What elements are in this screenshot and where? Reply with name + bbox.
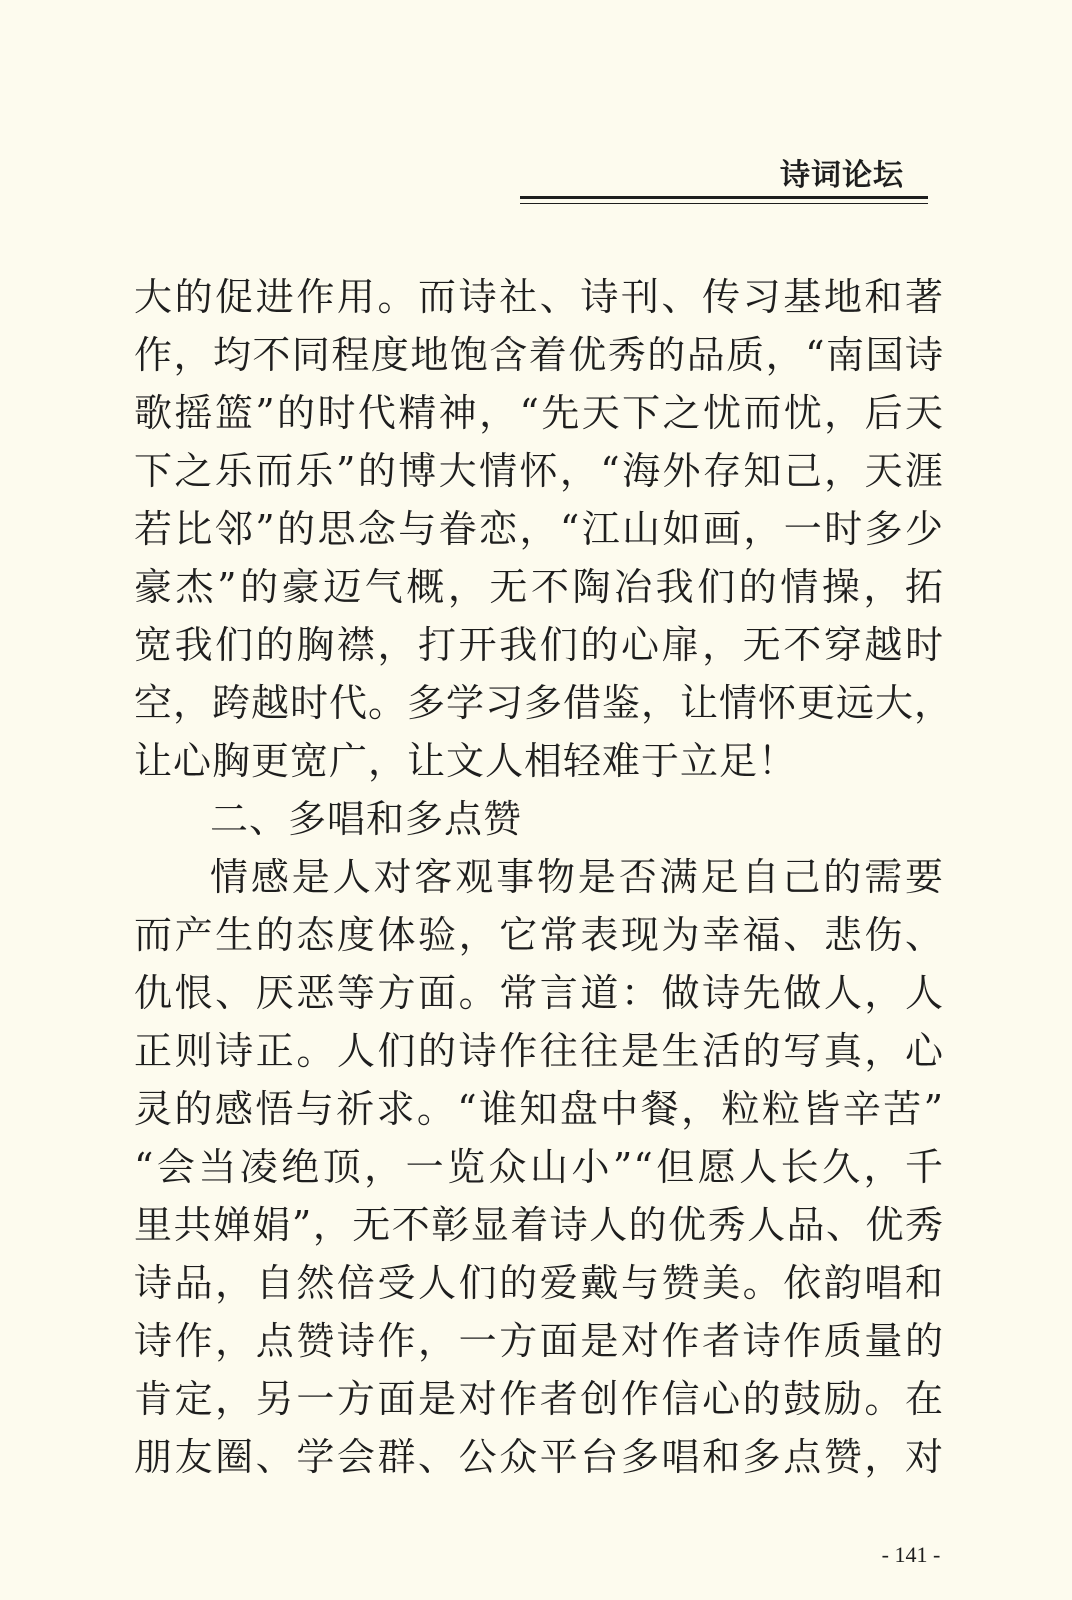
text-line: 歌摇篮”的时代精神，“先天下之忧而忧，后天 bbox=[134, 391, 944, 435]
text-line: 空，跨越时代。多学习多借鉴，让情怀更远大， bbox=[134, 681, 954, 725]
page-number: - 141 - bbox=[881, 1542, 941, 1567]
text-line: 仇恨、厌恶等方面。常言道：做诗先做人，人 bbox=[134, 971, 944, 1015]
text-line: 若比邻”的思念与眷恋，“江山如画，一时多少 bbox=[134, 507, 944, 551]
body-text bbox=[134, 268, 954, 1486]
text-line: 而产生的态度体验，它常表现为幸福、悲伤、 bbox=[134, 913, 944, 957]
text-line: 大的促进作用。而诗社、诗刊、传习基地和著 bbox=[134, 275, 944, 319]
header-rule-thin bbox=[520, 203, 928, 204]
text-line: “会当凌绝顶，一览众山小”“但愿人长久，千 bbox=[134, 1145, 944, 1189]
running-header-title: 诗词论坛 bbox=[780, 158, 904, 193]
section-heading: 二、多唱和多点赞 bbox=[210, 797, 523, 841]
text-line: 下之乐而乐”的博大情怀，“海外存知己，天涯 bbox=[134, 449, 944, 493]
text-line: 朋友圈、学会群、公众平台多唱和多点赞，对 bbox=[134, 1435, 944, 1479]
text-line: 宽我们的胸襟，打开我们的心扉，无不穿越时 bbox=[134, 623, 944, 667]
text-line: 肯定，另一方面是对作者创作信心的鼓励。在 bbox=[134, 1377, 944, 1421]
text-line: 豪杰”的豪迈气概，无不陶冶我们的情操，拓 bbox=[134, 565, 944, 609]
text-line: 里共婵娟”，无不彰显着诗人的优秀人品、优秀 bbox=[134, 1203, 944, 1247]
text-line: 诗作，点赞诗作，一方面是对作者诗作质量的 bbox=[134, 1319, 944, 1363]
paragraph-first-line: 情感是人对客观事物是否满足自己的需要 bbox=[210, 855, 944, 899]
text-line: 灵的感悟与祈求。“谁知盘中餐，粒粒皆辛苦” bbox=[134, 1087, 944, 1131]
text-line: 诗品，自然倍受人们的爱戴与赞美。依韵唱和 bbox=[134, 1261, 944, 1305]
text-line: 作，均不同程度地饱含着优秀的品质，“南国诗 bbox=[134, 333, 944, 377]
text-line: 正则诗正。人们的诗作往往是生活的写真，心 bbox=[134, 1029, 944, 1073]
header-rule-thick bbox=[520, 196, 928, 199]
paragraph-end-line: 让心胸更宽广，让文人相轻难于立足！ bbox=[134, 739, 798, 783]
